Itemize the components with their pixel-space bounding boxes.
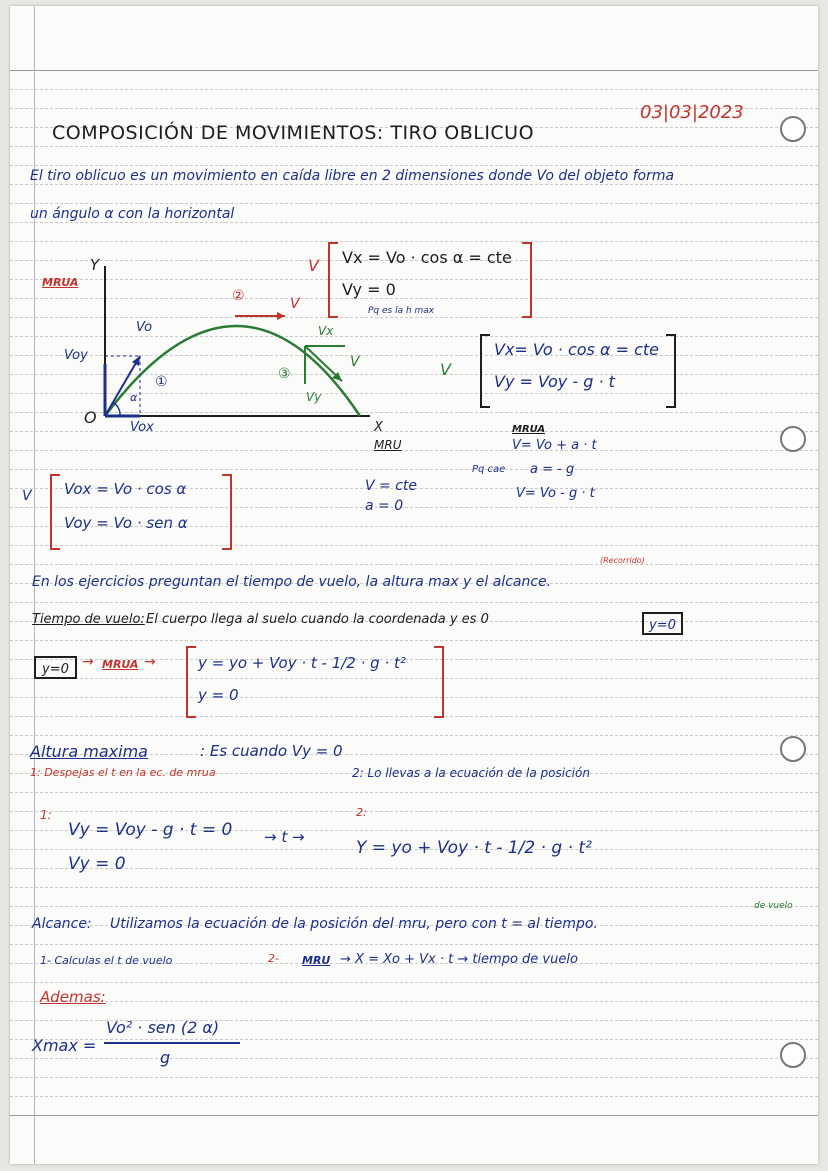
vox-label: Vox — [130, 420, 154, 435]
point-3-vy-label: Vy — [306, 390, 322, 404]
projectile-diagram — [40, 246, 440, 436]
ruled-line — [10, 1058, 818, 1059]
binder-hole-3 — [780, 736, 806, 762]
tiempo-eq-2: y = 0 — [198, 686, 239, 704]
point-2-label: ② — [232, 288, 245, 304]
ruled-line — [10, 811, 818, 812]
alcance-note: de vuelo — [754, 901, 793, 911]
point-3-v-label: V — [350, 354, 360, 370]
ruled-line — [10, 887, 818, 888]
binder-hole-2 — [780, 426, 806, 452]
right-bracket-left — [480, 334, 490, 408]
ruled-line — [10, 146, 818, 147]
trajectory-curve — [105, 326, 360, 416]
right-mrua-label: MRUA — [512, 424, 546, 435]
mru-v-label: V = cte — [365, 478, 418, 494]
ruled-line — [10, 450, 818, 451]
ruled-line — [10, 944, 818, 945]
exercise-note: (Recorrido) — [600, 556, 645, 565]
v-top-arrowhead — [277, 312, 285, 320]
ademas-label: Ademas: — [40, 988, 106, 1006]
right-vector-symbol: V — [440, 360, 451, 379]
xmax-numerator: Vo² · sen (2 α) — [106, 1018, 220, 1037]
point-2-v-label: V — [290, 296, 300, 312]
ruled-line — [10, 1039, 818, 1040]
tiempo-eq: y = yo + Voy · t - 1/2 · g · t² — [198, 654, 406, 672]
y-axis-label: Y — [90, 256, 100, 274]
point-3-vx-label: Vx — [318, 324, 334, 338]
altura-step-2: 2: Lo llevas a la ecuación de la posición — [352, 766, 590, 780]
ruled-line — [10, 1001, 818, 1002]
vo-label: Vo — [136, 320, 153, 335]
tiempo-arrow-2: → — [144, 654, 156, 670]
ruled-line — [10, 678, 818, 679]
vo-vector-line — [105, 356, 140, 416]
tiempo-text: El cuerpo llega al suelo cuando la coordenada y es 0 — [146, 612, 489, 627]
ruled-line — [10, 507, 818, 508]
mru-a-label: a = 0 — [365, 498, 404, 514]
ruled-line — [10, 203, 818, 204]
alcance-eq: → X = Xo + Vx · t → tiempo de vuelo — [340, 952, 578, 967]
ruled-line — [10, 545, 818, 546]
ruled-line — [10, 735, 818, 736]
right-bracket-right — [666, 334, 676, 408]
tiempo-box-2 — [34, 656, 77, 679]
altura-arrow: → t → — [264, 828, 305, 846]
alpha-label: α — [130, 391, 138, 404]
xmax-lhs: Xmax = — [32, 1036, 97, 1055]
top-bracket-left — [328, 242, 338, 318]
page-title: COMPOSICIÓN DE MOVIMIENTOS: TIRO OBLICUO — [52, 122, 535, 144]
alcance-step-2: 2- — [268, 952, 279, 965]
date: 03|03|2023 — [640, 102, 744, 123]
altura-eq-1b: Vy = 0 — [68, 854, 126, 874]
point-3-label: ③ — [278, 366, 291, 382]
ruled-line — [10, 70, 818, 71]
top-vx-formula: Vx = Vo · cos α = cte — [342, 248, 512, 267]
tiempo-bracket-left — [186, 646, 196, 718]
tiempo-bracket-right — [434, 646, 444, 718]
top-bracket-right — [522, 242, 532, 318]
right-vx-formula: Vx= Vo · cos α = cte — [494, 340, 660, 359]
vo-bracket-right — [222, 474, 232, 550]
ruled-line — [10, 716, 818, 717]
intro-line-2: un ángulo α con la horizontal — [30, 206, 235, 222]
binder-hole-4 — [780, 1042, 806, 1068]
tiempo-box-text: y=0 — [649, 618, 676, 633]
altura-eq-1: Vy = Voy - g · t = 0 — [68, 820, 233, 840]
ruled-line — [10, 697, 818, 698]
point-1-label: ① — [155, 374, 168, 390]
ruled-line — [10, 640, 818, 641]
altura-eq-2: Y = yo + Voy · t - 1/2 · g · t² — [356, 838, 592, 858]
top-vy-note: Pq es la h max — [368, 306, 435, 316]
ruled-line — [10, 222, 818, 223]
right-v2-formula: V= Vo - g · t — [516, 486, 595, 501]
xmax-denominator: g — [160, 1048, 171, 1067]
alcance-step-1: 1- Calculas el t de vuelo — [40, 954, 173, 967]
tiempo-arrow-1: → — [82, 654, 94, 670]
ruled-line — [10, 792, 818, 793]
ruled-line — [10, 602, 818, 603]
alcance-text: Utilizamos la ecuación de la posición del mru, pero con t = al tiempo. — [110, 916, 598, 932]
right-vy-formula: Vy = Voy - g · t — [494, 372, 615, 391]
ruled-line — [10, 1096, 818, 1097]
exercise-text: En los ejercicios preguntan el tiempo de vuelo, la altura max y el alcance. — [32, 574, 552, 590]
ruled-line — [10, 469, 818, 470]
mru-label: MRU — [374, 438, 402, 452]
right-v1-formula: V= Vo + a · t — [512, 438, 597, 453]
ruled-line — [10, 868, 818, 869]
tiempo-label: Tiempo de vuelo: — [32, 612, 145, 627]
ruled-line — [10, 241, 818, 242]
top-vector-symbol: V — [308, 256, 319, 275]
diagram-mrua-label: MRUA — [42, 276, 79, 289]
vo-bracket-left — [50, 474, 60, 550]
ruled-line — [10, 89, 818, 90]
alcance-label: Alcance: — [32, 916, 92, 932]
ruled-line — [10, 1115, 818, 1116]
altura-num-1: 1: — [40, 808, 52, 822]
intro-line-1: El tiro oblicuo es un movimiento en caída libre en 2 dimensiones donde Vo del objeto forma — [30, 168, 675, 184]
voy-formula: Voy = Vo · sen α — [64, 514, 188, 532]
right-a-formula: a = - g — [530, 462, 575, 477]
alcance-mru: MRU — [302, 954, 331, 967]
altura-step-1: 1: Despejas el t en la ec. de mrua — [30, 766, 216, 779]
ruled-line — [10, 1077, 818, 1078]
top-vy-formula: Vy = 0 — [342, 280, 396, 299]
altura-label: Altura maxima — [30, 742, 148, 761]
origin-label: O — [84, 408, 97, 427]
x-axis-label: X — [374, 420, 383, 435]
voy-label: Voy — [64, 348, 88, 363]
ruled-line — [10, 564, 818, 565]
ruled-line — [10, 906, 818, 907]
notebook-page — [10, 6, 818, 1164]
vo-vector-symbol: V — [22, 488, 32, 504]
tiempo-mrua: MRUA — [102, 658, 139, 671]
ruled-line — [10, 184, 818, 185]
right-note: Pq cae — [472, 464, 506, 475]
ruled-line — [10, 982, 818, 983]
xmax-fraction-bar — [104, 1042, 240, 1044]
altura-num-2: 2: — [356, 806, 367, 819]
ruled-line — [10, 165, 818, 166]
vox-formula: Vox = Vo · cos α — [64, 480, 187, 498]
binder-hole-1 — [780, 116, 806, 142]
tiempo-box — [642, 612, 683, 635]
tiempo-box-2-text: y=0 — [42, 662, 69, 677]
altura-text: : Es cuando Vy = 0 — [200, 742, 343, 760]
